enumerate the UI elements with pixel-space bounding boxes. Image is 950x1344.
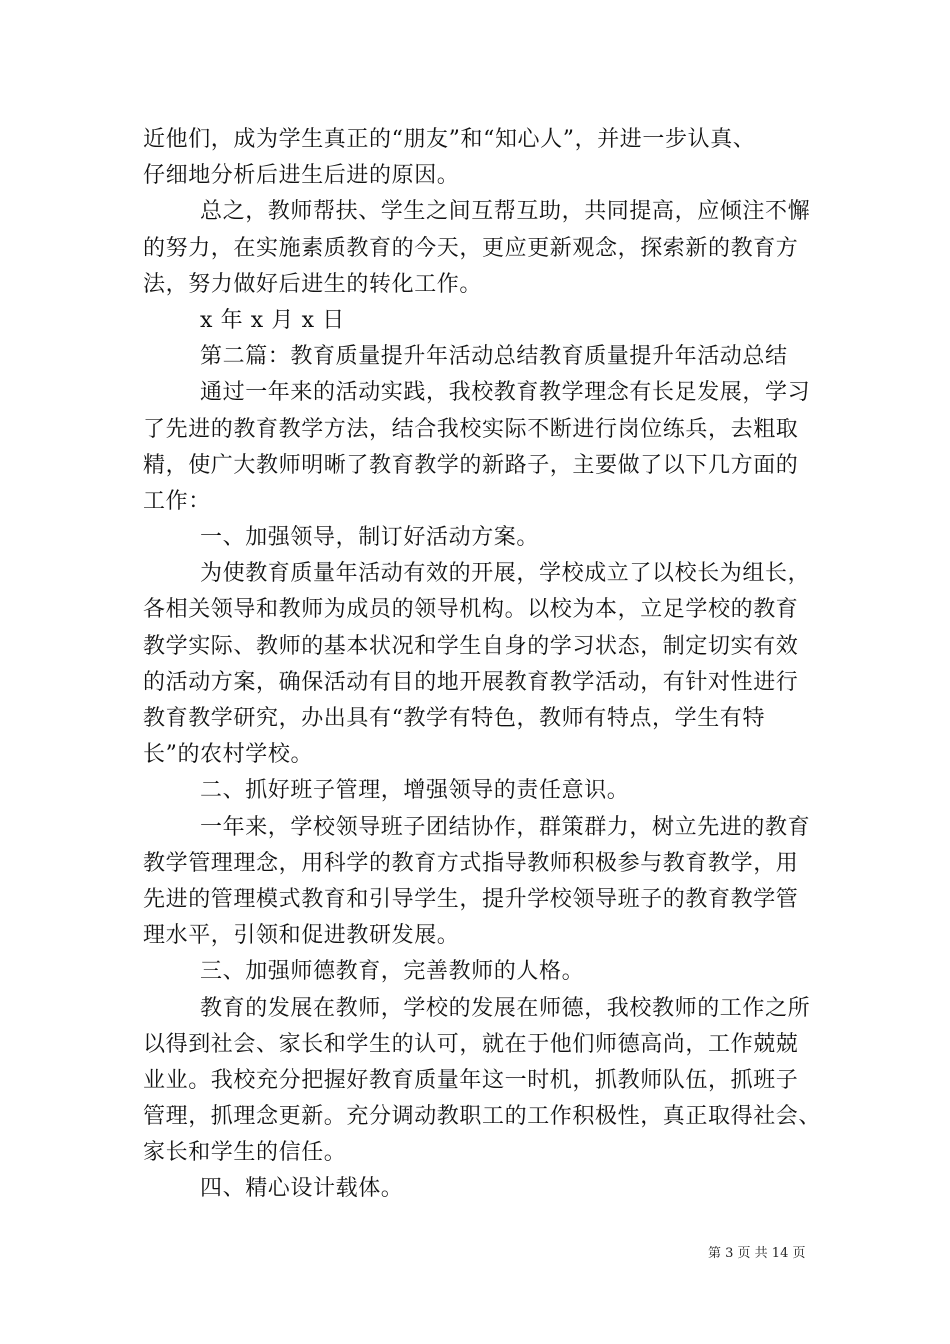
text-line: 二、抓好班子管理，增强领导的责任意识。 bbox=[200, 778, 630, 804]
text-line: 的活动方案，确保活动有目的地开展教育教学活动，有针对性进行 bbox=[143, 669, 799, 695]
text-line: 教学实际、教师的基本状况和学生自身的学习状态，制定切实有效 bbox=[143, 633, 799, 659]
text-line: 法，努力做好后进生的转化工作。 bbox=[143, 271, 483, 297]
text-line: 精，使广大教师明晰了教育教学的新路子，主要做了以下几方面的 bbox=[143, 452, 799, 478]
body-text bbox=[143, 122, 822, 1208]
text-line: 为使教育质量年活动有效的开展，学校成立了以校长为组长， bbox=[200, 561, 811, 587]
text-line: 总之，教师帮扶、学生之间互帮互助，共同提高，应倾注不懈 bbox=[200, 199, 811, 225]
text-line: 工作： bbox=[143, 488, 211, 514]
text-line: 家长和学生的信任。 bbox=[143, 1140, 347, 1166]
text-line: 四、精心设计载体。 bbox=[200, 1176, 404, 1202]
text-line: x 年 x 月 x 日 bbox=[200, 307, 345, 333]
text-line: 一年来，学校领导班子团结协作，群策群力，树立先进的教育 bbox=[200, 814, 811, 840]
text-line: 先进的管理模式教育和引导学生，提升学校领导班子的教育教学管 bbox=[143, 886, 799, 912]
text-line: 教学管理理念，用科学的教育方式指导教师积极参与教育教学，用 bbox=[143, 850, 799, 876]
text-line: 三、加强师德教育，完善教师的人格。 bbox=[200, 959, 585, 985]
text-line: 一、加强领导，制订好活动方案。 bbox=[200, 525, 540, 551]
text-line: 的努力，在实施素质教育的今天，更应更新观念，探索新的教育方 bbox=[143, 235, 799, 261]
text-line: 各相关领导和教师为成员的领导机构。以校为本，立足学校的教育 bbox=[143, 597, 799, 623]
text-line: 近他们，成为学生真正的“朋友”和“知心人”，并进一步认真、 bbox=[143, 127, 756, 152]
text-line: 了先进的教育教学方法，结合我校实际不断进行岗位练兵，去粗取 bbox=[143, 416, 799, 442]
text-line: 长”的农村学校。 bbox=[143, 742, 314, 768]
text-line: 通过一年来的活动实践，我校教育教学理念有长足发展，学习 bbox=[200, 380, 811, 406]
text-line: 教育教学研究，办出具有“教学有特色，教师有特点，学生有特 bbox=[143, 706, 766, 731]
text-line: 业业。我校充分把握好教育质量年这一时机，抓教师队伍，抓班子 bbox=[143, 1067, 799, 1093]
text-line: 仔细地分析后进生后进的原因。 bbox=[143, 163, 460, 189]
page-number-footer: 第 3 页 共 14 页 bbox=[708, 1246, 806, 1261]
text-line: 管理，抓理念更新。充分调动教职工的工作积极性，真正取得社会、 bbox=[143, 1104, 822, 1130]
text-line: 第二篇：教育质量提升年活动总结教育质量提升年活动总结 bbox=[200, 344, 788, 370]
text-line: 以得到社会、家长和学生的认可，就在于他们师德高尚，工作兢兢 bbox=[143, 1031, 799, 1057]
text-line: 理水平，引领和促进教研发展。 bbox=[143, 923, 460, 949]
text-line: 教育的发展在教师，学校的发展在师德，我校教师的工作之所 bbox=[200, 995, 811, 1021]
